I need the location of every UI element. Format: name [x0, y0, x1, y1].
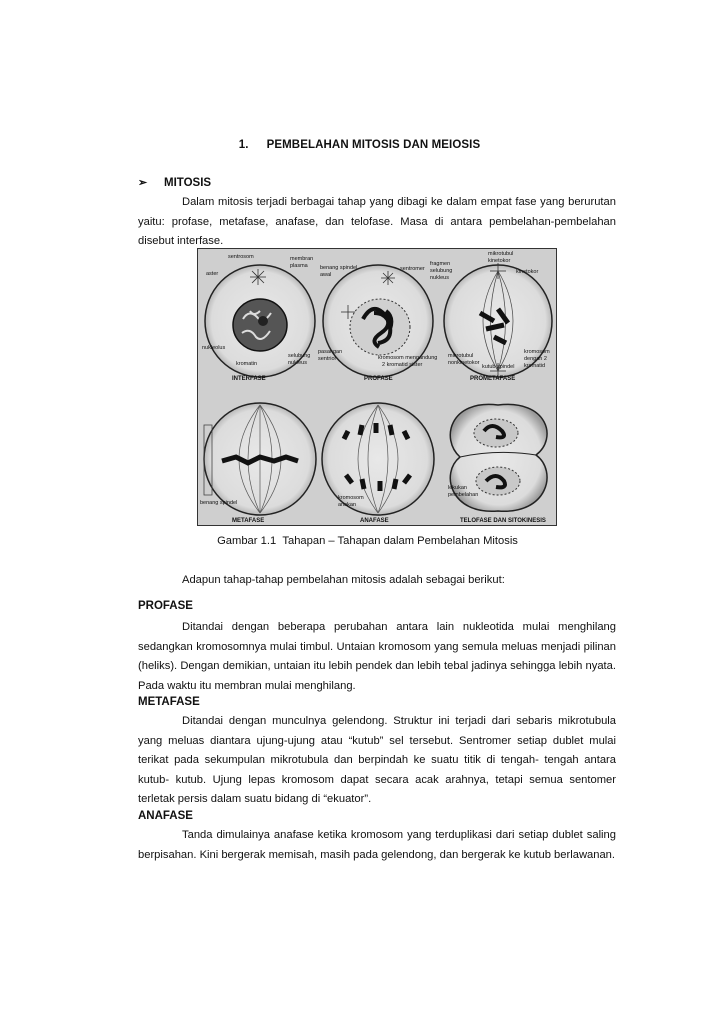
phase-metafase: METAFASE: [232, 518, 265, 524]
label-anakan: anakan: [338, 502, 357, 508]
label-plasma: plasma: [290, 263, 308, 269]
label-kinetokor-2: kinetokor: [516, 269, 539, 275]
phase-telofase: TELOFASE DAN SITOKINESIS: [460, 518, 546, 524]
label-fragmen: fragmen: [430, 261, 451, 267]
mitosis-heading: [138, 176, 211, 189]
label-sentriol: sentriol: [318, 356, 336, 362]
heading-title: PEMBELAHAN MITOSIS DAN MEIOSIS: [266, 139, 481, 151]
figure-caption: [0, 535, 719, 547]
label-awal: awal: [320, 272, 332, 278]
section-title-metafase: METAFASE: [138, 696, 200, 708]
label-nonkinetokor: nonkinetokor: [448, 360, 480, 366]
mitosis-figure: [197, 248, 557, 526]
label-kinetokor: kinetokor: [488, 258, 511, 264]
label-kromatin: kromatin: [236, 361, 258, 367]
label-kromatid: kromatid: [524, 363, 546, 369]
section-body-profase: Ditandai dengan beberapa perubahan antara lain nukleotida mulai menghilang sedangkan kromosomnya mulai timbul. Untaian kromosom yang semula meluas menjadi pilinan (heliks). Dengan demikian, untaian itu lebih pendek dan lebih tebal jadinya sehingga lebih nyata. Pada waktu itu membran mulai menghilang.: [138, 621, 616, 692]
label-sentrosom: sentrosom: [228, 254, 254, 260]
metafase-cell: [204, 403, 316, 515]
label-nukleus: nukleus: [288, 360, 307, 366]
phase-profase: PROFASE: [364, 376, 393, 382]
label-nukleus-2: nukleus: [430, 275, 449, 281]
mitosis-intro-paragraph: Dalam mitosis terjadi berbagai tahap yang dibagi ke dalam empat fase yang berurutan yaitu: profase, metafase, anafase, dan telofase. Masa di antara pembelahan-pembelahan disebut interfase.: [138, 196, 616, 247]
section-title-anafase: ANAFASE: [138, 810, 193, 822]
label-benang-spindel-2: benang spindel: [200, 500, 238, 506]
section-body-anafase: Tanda dimulainya anafase ketika kromosom yang terduplikasi dari setiap dublet saling berpisahan. Kini bergerak memisah, masih pada gelendong, dan bergerak ke kutub berlawanan.: [138, 829, 616, 861]
page-heading: [0, 139, 719, 151]
section-title-profase: PROFASE: [138, 600, 193, 612]
label-kromosom-mengandung: kromosom mengandung: [378, 355, 438, 361]
section-body-metafase: Ditandai dengan munculnya gelendong. Struktur ini terjadi dari sebaris mikrotubula yang meluas diantara ujung-ujung atau “kutub” sel tersebut. Sentromer setiap dublet mulai terikat pada sekumpulan mikrotubula dan berpindah ke suatu titik di tengah- tengah antara kutub- kutub. Ujung lepas kromosom dapat secara acak arahnya, tetapi semua sentomer terletak persis dalam suatu bidang di “ekuator”.: [138, 715, 616, 805]
label-selubung: selubung: [288, 353, 311, 359]
arrow-bullet-icon: ➢: [138, 177, 148, 189]
label-kromosom-anakan: kromosom: [338, 495, 364, 501]
label-kutub-spindel: kutub spindel: [482, 364, 515, 370]
label-benang-spindel: benang spindel: [320, 265, 358, 271]
label-mikrotubul: mikrotubul: [488, 251, 514, 257]
label-pembelahan: pembelahan: [448, 492, 479, 498]
label-lekukan: lekukan: [448, 485, 467, 491]
phase-interfase: INTERFASE: [232, 376, 266, 382]
label-aster: aster: [206, 271, 219, 277]
caption-prefix: Gambar 1.1: [217, 535, 277, 547]
label-membran: membran: [290, 256, 314, 262]
caption-text: Tahapan – Tahapan dalam Pembelahan Mitosis: [282, 535, 518, 547]
phase-anafase: ANAFASE: [360, 518, 389, 524]
heading-number: 1.: [238, 139, 249, 151]
label-pasangan: pasangan: [318, 349, 343, 355]
mitosis-label: MITOSIS: [164, 177, 212, 189]
label-nukleolus: nukleolus: [202, 345, 226, 351]
label-dengan-2: dengan 2: [524, 356, 547, 362]
stages-intro: Adapun tahap-tahap pembelahan mitosis adalah sebagai berikut:: [182, 574, 505, 586]
label-dua-kromatid: 2 kromatid sister: [382, 362, 423, 368]
phase-prometafase: PROMETAFASE: [470, 376, 516, 382]
mitosis-diagram: [198, 249, 556, 525]
label-sentromer: sentromer: [400, 266, 425, 272]
label-selubung-2: selubung: [430, 268, 453, 274]
label-kromosom: kromosom: [524, 349, 550, 355]
label-mikrotubul-2: mikrotubul: [448, 353, 474, 359]
